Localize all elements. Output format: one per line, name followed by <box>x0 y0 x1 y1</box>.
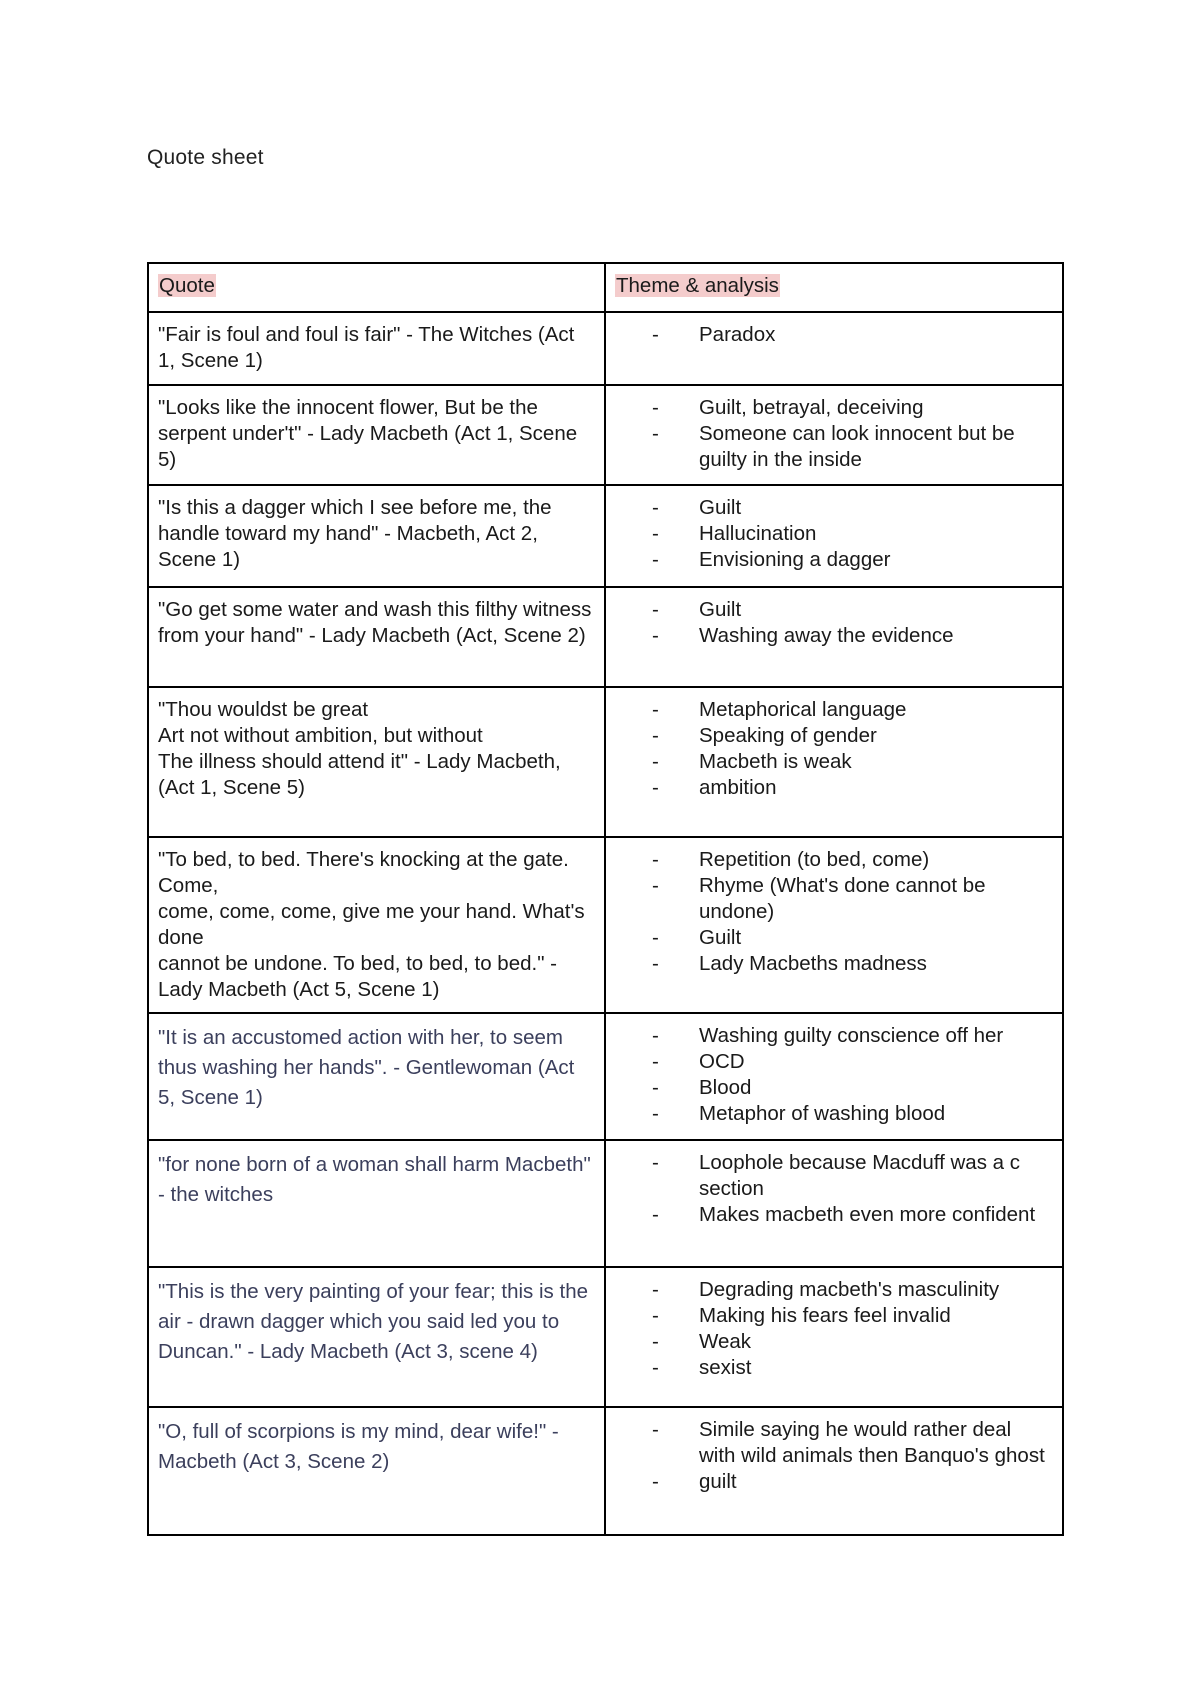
analysis-point <box>652 1329 1053 1355</box>
table-row <box>148 312 1063 385</box>
quote-cell <box>148 1140 605 1267</box>
analysis-point-text: Weak <box>699 1330 752 1353</box>
analysis-point-text: OCD <box>699 1050 745 1073</box>
table-row <box>148 1013 1063 1140</box>
dash-bullet-icon: - <box>652 750 659 773</box>
table-row <box>148 385 1063 485</box>
dash-bullet-icon: - <box>652 624 659 647</box>
analysis-point-text: Paradox <box>699 323 776 346</box>
analysis-point <box>652 1355 1053 1381</box>
analysis-list <box>615 1277 1053 1381</box>
analysis-point-text: Guilt, betrayal, deceiving <box>699 396 924 419</box>
analysis-point-text: Washing guilty conscience off her <box>699 1024 1004 1047</box>
quote-text: "Go get some water and wash this filthy witness from your hand" - Lady Macbeth (Act, Scene 2) <box>158 598 592 647</box>
analysis-cell <box>605 1140 1063 1267</box>
dash-bullet-icon: - <box>652 952 659 975</box>
analysis-cell <box>605 485 1063 587</box>
table-row <box>148 485 1063 587</box>
dash-bullet-icon: - <box>652 396 659 419</box>
quote-text: "Looks like the innocent flower, But be the serpent under't" - Lady Macbeth (Act 1, Scene 5) <box>158 396 578 471</box>
dash-bullet-icon: - <box>652 1102 659 1125</box>
analysis-list <box>615 495 1053 573</box>
analysis-point <box>652 873 1053 925</box>
dash-bullet-icon: - <box>652 1076 659 1099</box>
dash-bullet-icon: - <box>652 1356 659 1379</box>
analysis-point-text: Guilt <box>699 926 742 949</box>
dash-bullet-icon: - <box>652 1050 659 1073</box>
analysis-point <box>652 925 1053 951</box>
analysis-cell <box>605 385 1063 485</box>
dash-bullet-icon: - <box>652 1024 659 1047</box>
table-row <box>148 687 1063 837</box>
table-row <box>148 1267 1063 1407</box>
analysis-point <box>652 749 1053 775</box>
analysis-point-text: Blood <box>699 1076 752 1099</box>
quote-text: "This is the very painting of your fear; this is the air - drawn dagger which you said led you to Duncan." - Lady Macbeth (Act 3, scene 4) <box>158 1280 588 1363</box>
analysis-cell <box>605 1013 1063 1140</box>
analysis-point <box>652 1417 1053 1469</box>
quote-cell <box>148 312 605 385</box>
analysis-point-text: sexist <box>699 1356 752 1379</box>
quote-text: "Is this a dagger which I see before me, the handle toward my hand" - Macbeth, Act 2, Scene 1) <box>158 496 552 571</box>
analysis-point-text: Guilt <box>699 496 742 519</box>
quote-text: "O, full of scorpions is my mind, dear wife!" - Macbeth (Act 3, Scene 2) <box>158 1420 559 1473</box>
analysis-point-text: Envisioning a dagger <box>699 548 891 571</box>
quote-cell <box>148 1013 605 1140</box>
table-body <box>148 312 1063 1535</box>
analysis-point <box>652 597 1053 623</box>
analysis-point <box>652 1075 1053 1101</box>
analysis-point <box>652 697 1053 723</box>
analysis-point <box>652 1101 1053 1127</box>
header-theme-label: Theme & analysis <box>616 274 779 297</box>
dash-bullet-icon: - <box>652 724 659 747</box>
quote-text: "To bed, to bed. There's knocking at the gate. Come, come, come, come, give me your hand. What's done cannot be undone. To bed, to bed, to bed." - Lady Macbeth (Act 5, Scene 1) <box>158 848 585 1001</box>
analysis-point <box>652 723 1053 749</box>
analysis-list <box>615 847 1053 977</box>
analysis-point <box>652 1049 1053 1075</box>
quote-cell <box>148 485 605 587</box>
analysis-point <box>652 1202 1053 1228</box>
analysis-list <box>615 1417 1053 1495</box>
analysis-point <box>652 322 1053 348</box>
analysis-point-text: Rhyme (What's done cannot be undone) <box>699 874 986 923</box>
dash-bullet-icon: - <box>652 776 659 799</box>
analysis-list <box>615 1023 1053 1127</box>
quote-cell <box>148 385 605 485</box>
dash-bullet-icon: - <box>652 1203 659 1226</box>
analysis-cell <box>605 312 1063 385</box>
dash-bullet-icon: - <box>652 422 659 445</box>
analysis-point-text: Metaphor of washing blood <box>699 1102 946 1125</box>
quote-cell <box>148 687 605 837</box>
header-theme-cell <box>605 263 1063 312</box>
dash-bullet-icon: - <box>652 1470 659 1493</box>
table-row <box>148 1407 1063 1535</box>
analysis-list <box>615 322 1053 348</box>
dash-bullet-icon: - <box>652 1418 659 1441</box>
analysis-point-text: Lady Macbeths madness <box>699 952 927 975</box>
header-quote-label: Quote <box>159 274 215 297</box>
quote-table <box>147 262 1064 1536</box>
analysis-point <box>652 421 1053 473</box>
table-row <box>148 1140 1063 1267</box>
document-title: Quote sheet <box>147 146 264 169</box>
dash-bullet-icon: - <box>652 548 659 571</box>
analysis-point-text: Making his fears feel invalid <box>699 1304 951 1327</box>
analysis-cell <box>605 587 1063 687</box>
analysis-point <box>652 775 1053 801</box>
analysis-cell <box>605 1267 1063 1407</box>
analysis-point-text: ambition <box>699 776 777 799</box>
table-row <box>148 587 1063 687</box>
dash-bullet-icon: - <box>652 1330 659 1353</box>
analysis-point <box>652 1469 1053 1495</box>
analysis-point <box>652 395 1053 421</box>
analysis-list <box>615 395 1053 473</box>
analysis-point <box>652 521 1053 547</box>
dash-bullet-icon: - <box>652 1151 659 1174</box>
analysis-point-text: Repetition (to bed, come) <box>699 848 930 871</box>
analysis-point-text: Someone can look innocent but be guilty in the inside <box>699 422 1015 471</box>
quote-cell <box>148 587 605 687</box>
dash-bullet-icon: - <box>652 698 659 721</box>
analysis-point <box>652 951 1053 977</box>
analysis-point <box>652 1023 1053 1049</box>
quote-text: "It is an accustomed action with her, to seem thus washing her hands". - Gentlewoman (Act 5, Scene 1) <box>158 1026 575 1109</box>
dash-bullet-icon: - <box>652 1304 659 1327</box>
analysis-point-text: Makes macbeth even more confident <box>699 1203 1036 1226</box>
dash-bullet-icon: - <box>652 598 659 621</box>
dash-bullet-icon: - <box>652 323 659 346</box>
quote-text: "Fair is foul and foul is fair" - The Witches (Act 1, Scene 1) <box>158 323 575 372</box>
analysis-point <box>652 1303 1053 1329</box>
analysis-point-text: Guilt <box>699 598 742 621</box>
analysis-point-text: guilt <box>699 1470 737 1493</box>
analysis-point <box>652 547 1053 573</box>
analysis-point <box>652 495 1053 521</box>
analysis-point-text: Simile saying he would rather deal with wild animals then Banquo's ghost <box>699 1418 1045 1467</box>
analysis-point <box>652 847 1053 873</box>
analysis-point-text: Loophole because Macduff was a c section <box>699 1151 1021 1200</box>
analysis-point-text: Washing away the evidence <box>699 624 954 647</box>
analysis-point-text: Speaking of gender <box>699 724 877 747</box>
dash-bullet-icon: - <box>652 926 659 949</box>
analysis-point-text: Hallucination <box>699 522 817 545</box>
table-header-row <box>148 263 1063 312</box>
dash-bullet-icon: - <box>652 522 659 545</box>
analysis-list <box>615 597 1053 649</box>
quote-text: "for none born of a woman shall harm Macbeth" - the witches <box>158 1153 591 1206</box>
quote-cell <box>148 1407 605 1535</box>
header-quote-cell <box>148 263 605 312</box>
dash-bullet-icon: - <box>652 874 659 897</box>
dash-bullet-icon: - <box>652 1278 659 1301</box>
analysis-point-text: Macbeth is weak <box>699 750 852 773</box>
analysis-list <box>615 697 1053 801</box>
analysis-point-text: Degrading macbeth's masculinity <box>699 1278 1000 1301</box>
table-row <box>148 837 1063 1013</box>
quote-text: "Thou wouldst be great Art not without ambition, but without The illness should attend it" - Lady Macbeth, (Act 1, Scene 5) <box>158 698 561 799</box>
analysis-cell <box>605 1407 1063 1535</box>
analysis-cell <box>605 687 1063 837</box>
analysis-point-text: Metaphorical language <box>699 698 907 721</box>
quote-cell <box>148 837 605 1013</box>
dash-bullet-icon: - <box>652 848 659 871</box>
analysis-point <box>652 623 1053 649</box>
dash-bullet-icon: - <box>652 496 659 519</box>
analysis-list <box>615 1150 1053 1228</box>
quote-cell <box>148 1267 605 1407</box>
analysis-point <box>652 1277 1053 1303</box>
analysis-cell <box>605 837 1063 1013</box>
analysis-point <box>652 1150 1053 1202</box>
